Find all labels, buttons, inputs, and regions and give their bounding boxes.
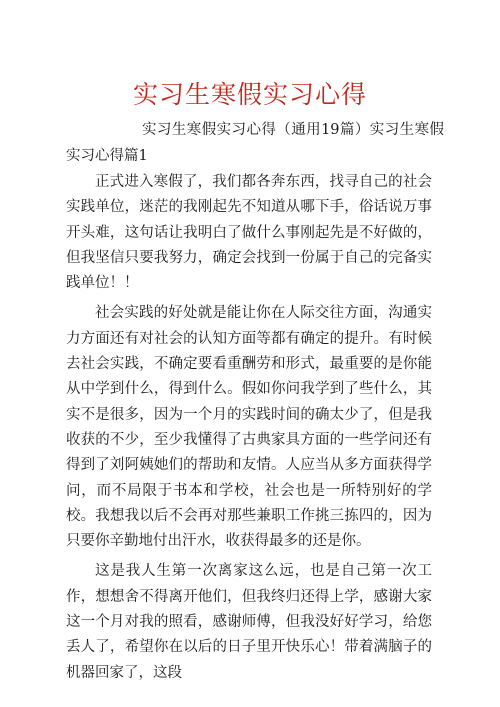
paragraph: 这是我人生第一次离家这么远，也是自己第一次工作，想想舍不得离开他们，但我终归还得上学，感谢大家这一个月对我的照看，感谢师傅，但我没好好学习，给您丢人了，希望你在以后的日子里开快乐心！带着满脑子的机器回家了，这段 <box>66 563 432 681</box>
paragraph: 正式进入寒假了，我们都各奔东西，找寻自己的社会实践单位，迷茫的我刚起先不知道从哪下手，俗话说万事开头难，这句话让我明白了做什么事刚起先是不好做的，但我坚信只要我努力，确定会找到一份属于自己的完备实践单位！！ <box>66 174 432 292</box>
paragraph: 社会实践的好处就是能让你在人际交往方面，沟通实力方面还有对社会的认知方面等都有确定的提升。有时候去社会实践，不确定要看重酬劳和形式，最重要的是你能从中学到什么，得到什么。假如你问我学到了些什么，其实不是很多，因为一个月的实践时间的确太少了，但是我收获的不少，至少我懂得了古典家具方面的一些学问还有得到了刘阿姨她们的帮助和友情。人应当从多方面获得学问，而不局限于书本和学校，社会也是一所特别好的学校。我想我以后不会再对那些兼职工作挑三拣四的，因为只要你辛勤地付出汗水，收获得最多的还是你。 <box>66 305 432 550</box>
document-subtitle: 实习生寒假实习心得（通用19篇）实习生寒假实习心得篇1 <box>66 122 444 164</box>
document-title: 实习生寒假实习心得 <box>132 80 367 109</box>
document-body <box>66 170 432 691</box>
